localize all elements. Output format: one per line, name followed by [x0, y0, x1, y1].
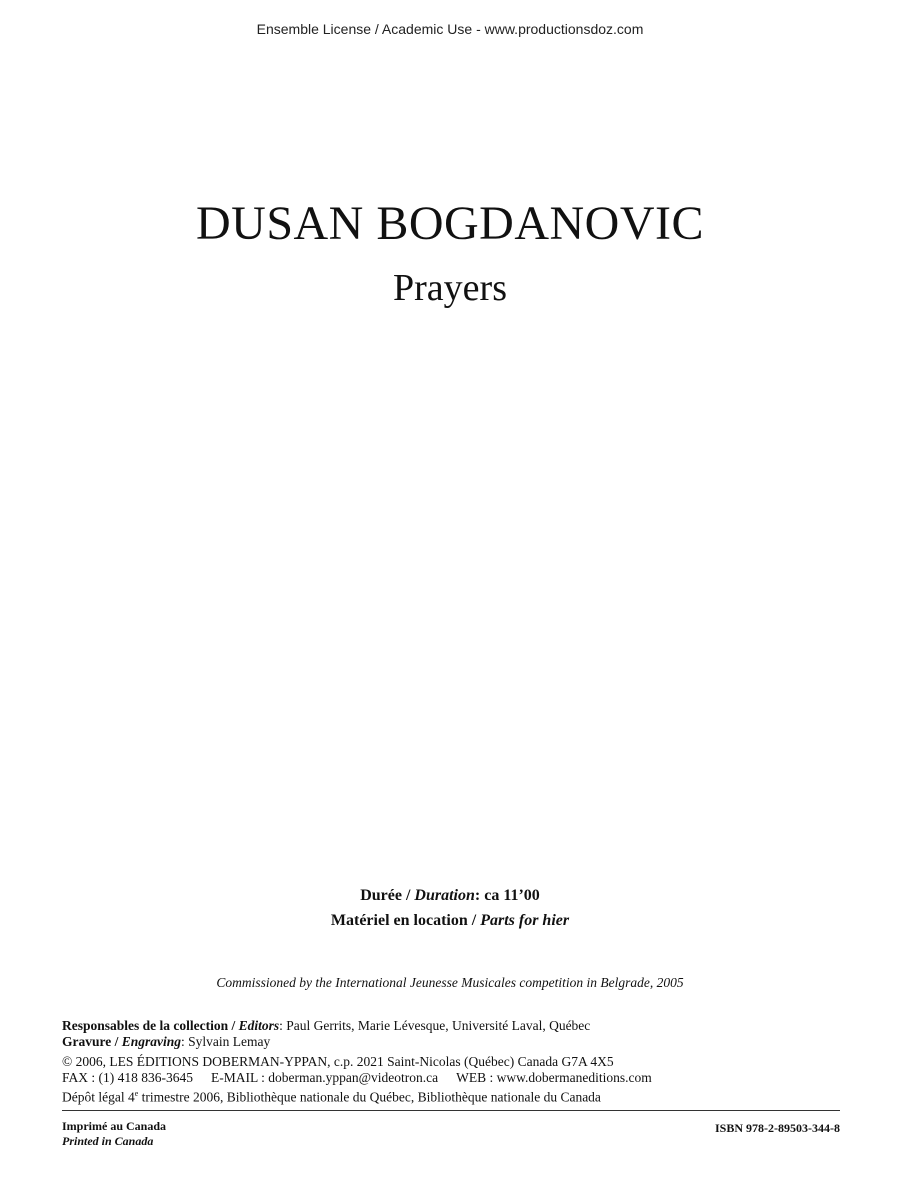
duration-value: : ca 11’00	[474, 887, 540, 904]
engraving-label-en: Engraving	[121, 1034, 182, 1049]
license-notice: Ensemble License / Academic Use - www.productionsdoz.com	[256, 21, 644, 37]
copyright-line: © 2006, LES ÉDITIONS DOBERMAN-YPPAN, c.p. 2021 Saint-Nicolas (Québec) Canada G7A 4X5	[62, 1054, 614, 1069]
parts-label-fr: Matériel en location /	[330, 912, 481, 929]
work-title: Prayers	[393, 267, 507, 309]
engraving-line	[62, 1034, 842, 1050]
composer-name: DUSAN BOGDANOVIC	[195, 197, 704, 250]
engraving-label-fr: Gravure /	[62, 1034, 122, 1049]
web-text: WEB : www.dobermaneditions.com	[456, 1070, 652, 1085]
depot-suffix: trimestre 2006, Bibliothèque nationale du Québec, Bibliothèque nationale du Canada	[138, 1089, 601, 1105]
printed-en	[62, 1134, 166, 1149]
engraving-value: : Sylvain Lemay	[181, 1034, 271, 1049]
duration-line	[0, 887, 900, 905]
depot-superscript: e	[134, 1089, 139, 1098]
editors-line	[62, 1018, 842, 1034]
printed-in-block	[62, 1119, 166, 1149]
isbn-number: ISBN 978-2-89503-344-8	[715, 1121, 840, 1135]
duration-label-fr: Durée /	[360, 887, 415, 904]
duration-label-en: Duration	[414, 887, 475, 904]
email-text: E-MAIL : doberman.yppan@videotron.ca	[211, 1070, 439, 1085]
printed-fr: Imprimé au Canada	[62, 1119, 167, 1133]
commission-note: Commissioned by the International Jeunesse Musicales competition in Belgrade, 2005	[216, 975, 684, 990]
contact-line	[62, 1070, 842, 1086]
depot-prefix: Dépôt légal 4	[62, 1089, 135, 1105]
depot-line	[62, 1086, 842, 1106]
fax-text: FAX : (1) 418 836-3645	[62, 1070, 193, 1085]
editors-label-en: Editors	[238, 1018, 280, 1033]
editors-label-fr: Responsables de la collection /	[62, 1018, 239, 1033]
editors-value: : Paul Gerrits, Marie Lévesque, Université Laval, Québec	[279, 1018, 591, 1033]
footer-divider	[62, 1110, 840, 1111]
parts-line	[0, 912, 900, 930]
credits-block	[62, 1018, 842, 1106]
printed-en-text: Printed in Canada	[62, 1134, 154, 1148]
parts-label-en: Parts for hier	[480, 912, 570, 929]
